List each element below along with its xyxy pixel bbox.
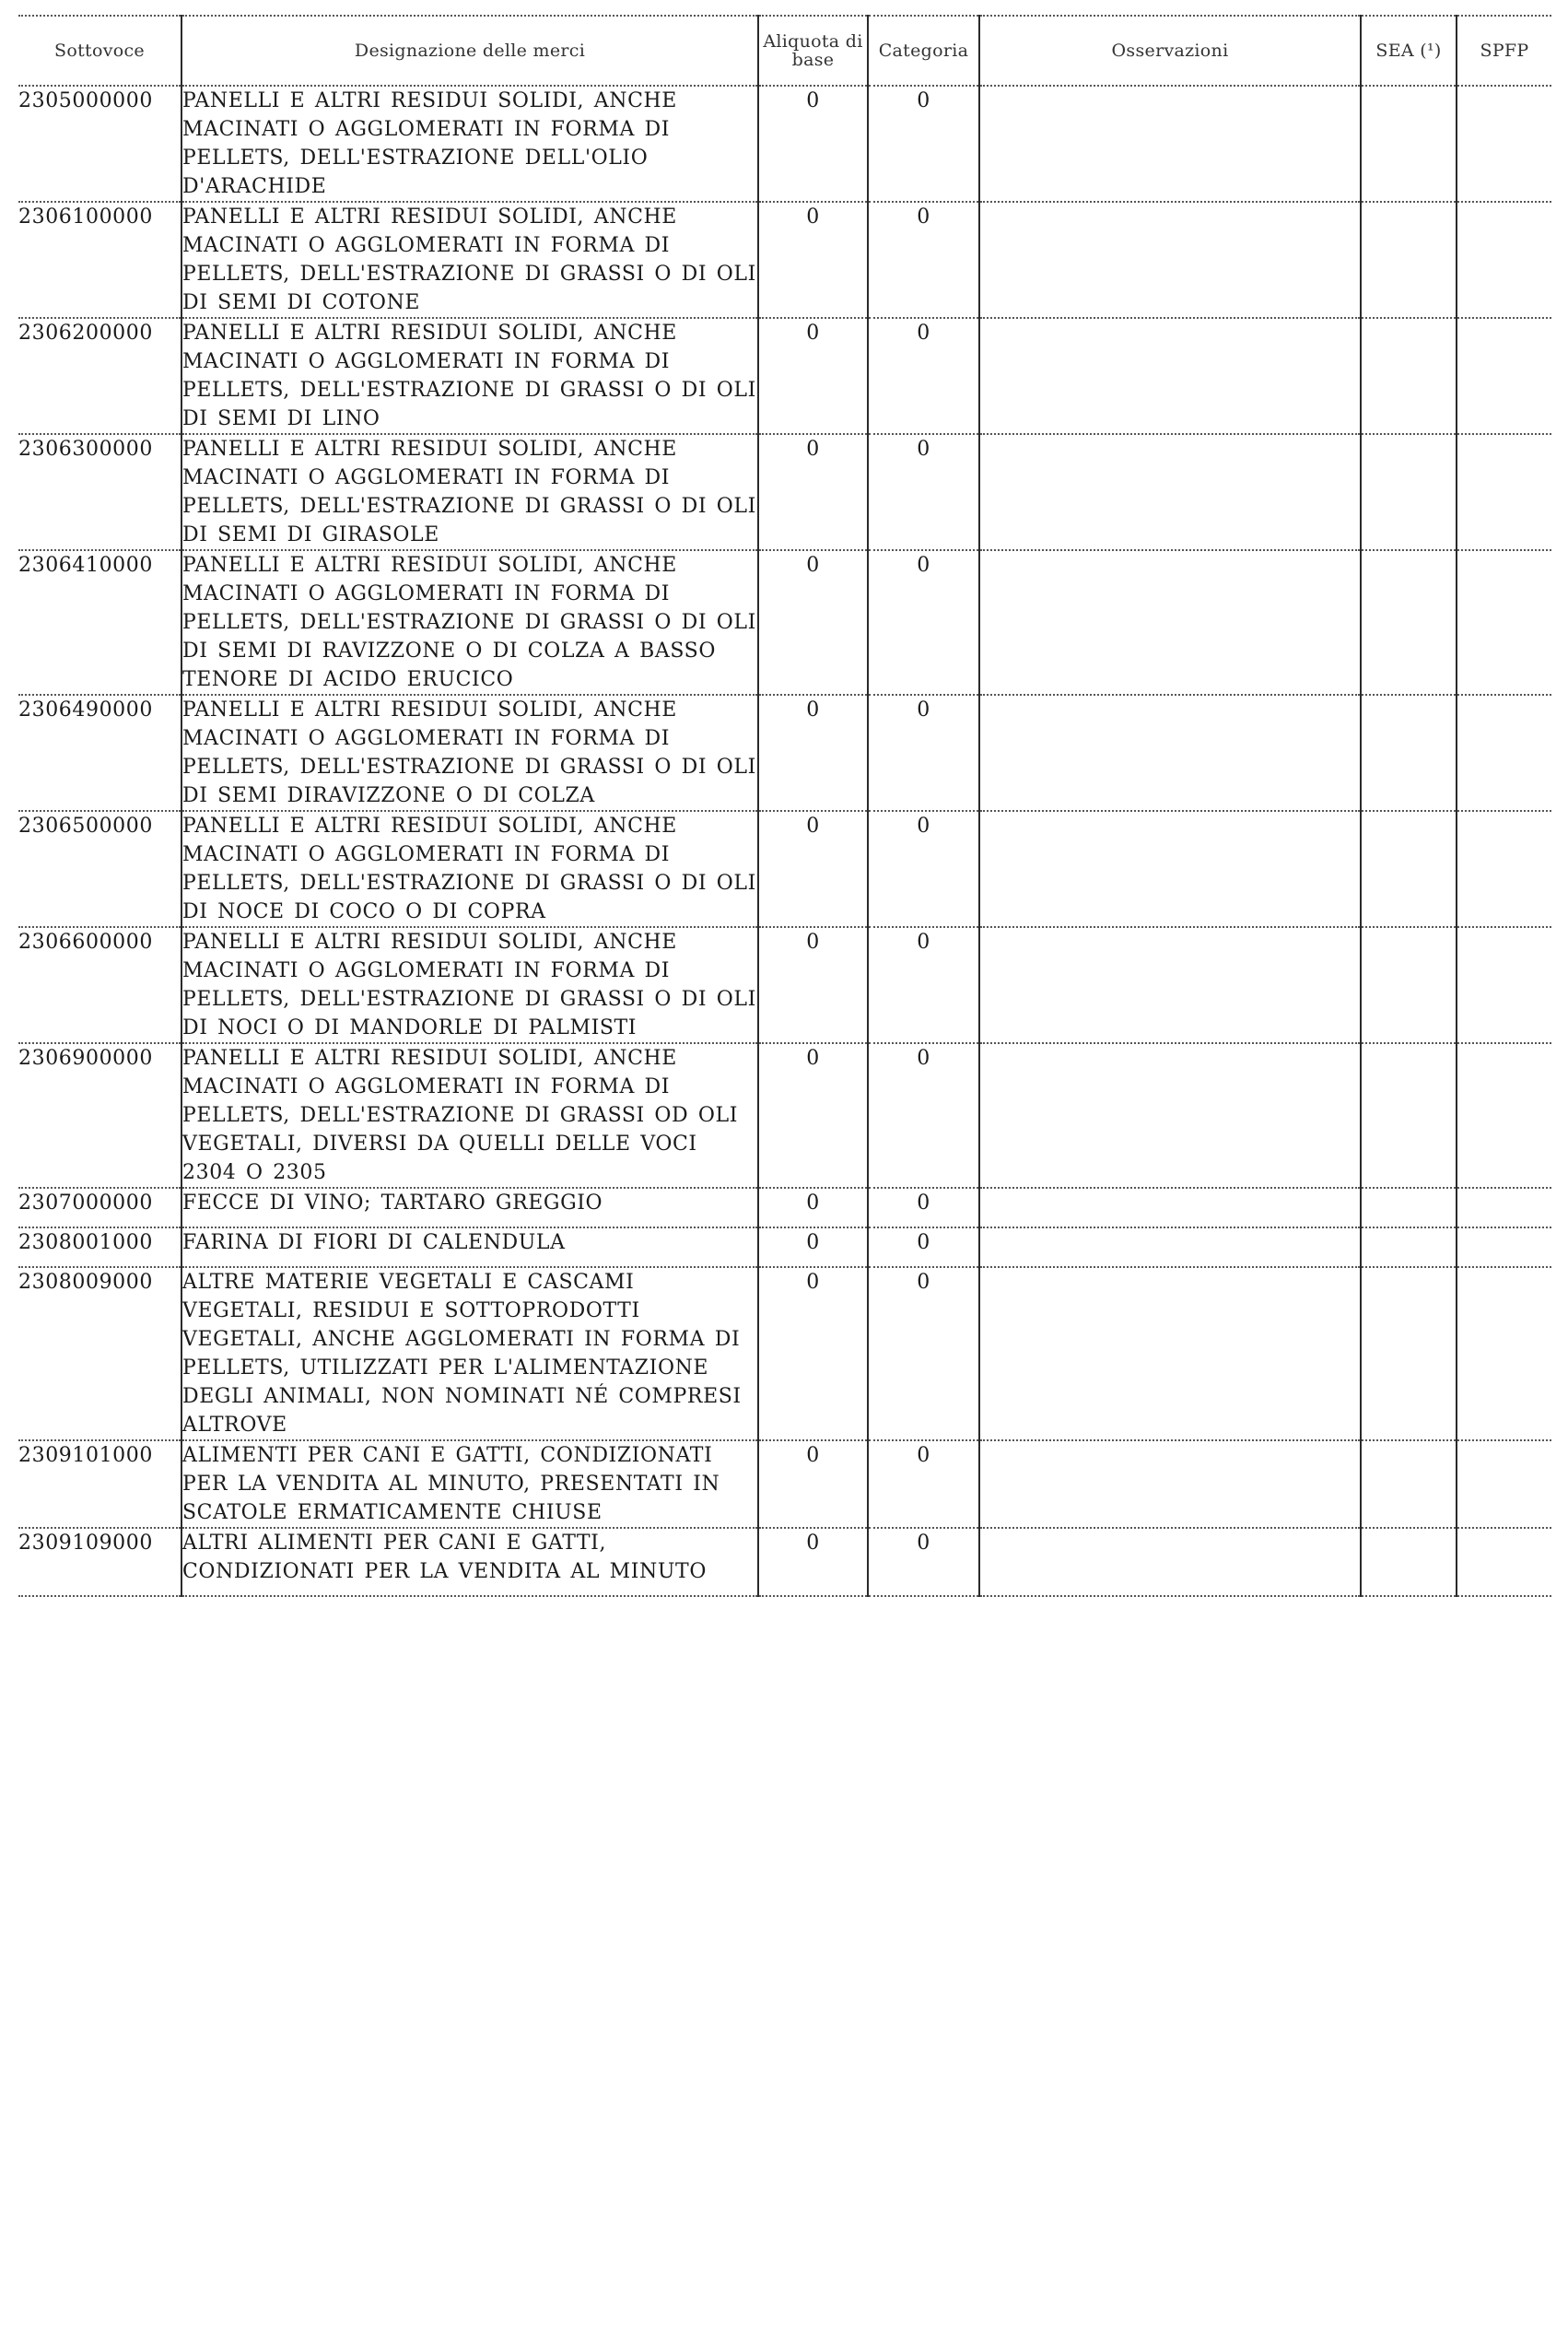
spfp (1457, 811, 1551, 927)
goods-description: PANELLI E ALTRI RESIDUI SOLIDI, ANCHE MACINATI O AGGLOMERATI IN FORMA DI PELLETS, DELL'ESTRAZIONE DELL'OLIO D'ARACHIDE (181, 86, 758, 202)
base-rate: 0 (758, 1188, 868, 1227)
category: 0 (868, 1227, 979, 1267)
sea (1361, 1043, 1457, 1188)
table-row (18, 695, 1551, 811)
goods-description: PANELLI E ALTRI RESIDUI SOLIDI, ANCHE MACINATI O AGGLOMERATI IN FORMA DI PELLETS, DELL'ESTRAZIONE DI GRASSI O DI OLI DI NOCI O DI MANDORLE DI PALMISTI (181, 927, 758, 1043)
observations (979, 811, 1361, 927)
spfp (1457, 86, 1551, 202)
base-rate: 0 (758, 811, 868, 927)
table-row (18, 86, 1551, 202)
spfp (1457, 1267, 1551, 1440)
table-row (18, 318, 1551, 434)
tariff-code: 2306300000 (18, 434, 181, 550)
goods-description: ALTRI ALIMENTI PER CANI E GATTI, CONDIZIONATI PER LA VENDITA AL MINUTO (181, 1528, 758, 1596)
table-row (18, 550, 1551, 695)
base-rate: 0 (758, 1440, 868, 1528)
table-row (18, 434, 1551, 550)
base-rate: 0 (758, 1528, 868, 1596)
table-row (18, 1043, 1551, 1188)
sea (1361, 86, 1457, 202)
column-header-base-rate: Aliquota di base (758, 16, 868, 86)
table-body (18, 86, 1551, 1596)
tariff-code: 2308001000 (18, 1227, 181, 1267)
spfp (1457, 695, 1551, 811)
base-rate: 0 (758, 1267, 868, 1440)
category: 0 (868, 1043, 979, 1188)
category: 0 (868, 1528, 979, 1596)
column-header-spfp: SPFP (1457, 16, 1551, 86)
tariff-code: 2306200000 (18, 318, 181, 434)
observations (979, 1188, 1361, 1227)
base-rate: 0 (758, 1043, 868, 1188)
table-row (18, 1528, 1551, 1596)
spfp (1457, 1227, 1551, 1267)
spfp (1457, 927, 1551, 1043)
table-header (18, 16, 1551, 86)
table-row (18, 811, 1551, 927)
observations (979, 202, 1361, 318)
spfp (1457, 1188, 1551, 1227)
sea (1361, 318, 1457, 434)
observations (979, 1227, 1361, 1267)
goods-description: PANELLI E ALTRI RESIDUI SOLIDI, ANCHE MACINATI O AGGLOMERATI IN FORMA DI PELLETS, DELL'ESTRAZIONE DI GRASSI O DI OLI DI SEMI DIRAVIZZONE O DI COLZA (181, 695, 758, 811)
observations (979, 1043, 1361, 1188)
base-rate: 0 (758, 695, 868, 811)
goods-description: ALTRE MATERIE VEGETALI E CASCAMI VEGETALI, RESIDUI E SOTTOPRODOTTI VEGETALI, ANCHE AGGLOMERATI IN FORMA DI PELLETS, UTILIZZATI PER L'ALIMENTAZIONE DEGLI ANIMALI, NON NOMINATI NÉ COMPRESI ALTROVE (181, 1267, 758, 1440)
spfp (1457, 1528, 1551, 1596)
tariff-code: 2306100000 (18, 202, 181, 318)
category: 0 (868, 1440, 979, 1528)
goods-description: PANELLI E ALTRI RESIDUI SOLIDI, ANCHE MACINATI O AGGLOMERATI IN FORMA DI PELLETS, DELL'ESTRAZIONE DI GRASSI O DI OLI DI SEMI DI GIRASOLE (181, 434, 758, 550)
column-header-code: Sottovoce (18, 16, 181, 86)
goods-description: FARINA DI FIORI DI CALENDULA (181, 1227, 758, 1267)
table-row (18, 202, 1551, 318)
observations (979, 1267, 1361, 1440)
sea (1361, 1267, 1457, 1440)
tariff-code: 2308009000 (18, 1267, 181, 1440)
observations (979, 1528, 1361, 1596)
goods-description: PANELLI E ALTRI RESIDUI SOLIDI, ANCHE MACINATI O AGGLOMERATI IN FORMA DI PELLETS, DELL'ESTRAZIONE DI GRASSI OD OLI VEGETALI, DIVERSI DA QUELLI DELLE VOCI 2304 O 2305 (181, 1043, 758, 1188)
goods-description: PANELLI E ALTRI RESIDUI SOLIDI, ANCHE MACINATI O AGGLOMERATI IN FORMA DI PELLETS, DELL'ESTRAZIONE DI GRASSI O DI OLI DI NOCE DI COCO O DI COPRA (181, 811, 758, 927)
column-header-sea: SEA (¹) (1361, 16, 1457, 86)
sea (1361, 550, 1457, 695)
category: 0 (868, 1188, 979, 1227)
tariff-code: 2309101000 (18, 1440, 181, 1528)
tariff-code: 2305000000 (18, 86, 181, 202)
header-row (18, 16, 1551, 86)
sea (1361, 1227, 1457, 1267)
tariff-code: 2309109000 (18, 1528, 181, 1596)
goods-description: PANELLI E ALTRI RESIDUI SOLIDI, ANCHE MACINATI O AGGLOMERATI IN FORMA DI PELLETS, DELL'ESTRAZIONE DI GRASSI O DI OLI DI SEMI DI COTONE (181, 202, 758, 318)
sea (1361, 434, 1457, 550)
table-row (18, 1227, 1551, 1267)
spfp (1457, 1440, 1551, 1528)
spfp (1457, 550, 1551, 695)
tariff-code: 2307000000 (18, 1188, 181, 1227)
observations (979, 318, 1361, 434)
spfp (1457, 318, 1551, 434)
tariff-table (18, 15, 1551, 1597)
column-header-description: Designazione delle merci (181, 16, 758, 86)
spfp (1457, 434, 1551, 550)
tariff-code: 2306490000 (18, 695, 181, 811)
sea (1361, 927, 1457, 1043)
category: 0 (868, 1267, 979, 1440)
tariff-code: 2306600000 (18, 927, 181, 1043)
base-rate: 0 (758, 202, 868, 318)
spfp (1457, 1043, 1551, 1188)
category: 0 (868, 86, 979, 202)
base-rate: 0 (758, 1227, 868, 1267)
base-rate: 0 (758, 318, 868, 434)
category: 0 (868, 695, 979, 811)
table-row (18, 1267, 1551, 1440)
base-rate: 0 (758, 927, 868, 1043)
base-rate: 0 (758, 434, 868, 550)
tariff-code: 2306410000 (18, 550, 181, 695)
observations (979, 695, 1361, 811)
base-rate: 0 (758, 550, 868, 695)
sea (1361, 1188, 1457, 1227)
sea (1361, 202, 1457, 318)
observations (979, 1440, 1361, 1528)
sea (1361, 811, 1457, 927)
table-row (18, 1440, 1551, 1528)
category: 0 (868, 202, 979, 318)
category: 0 (868, 434, 979, 550)
spfp (1457, 202, 1551, 318)
tariff-code: 2306500000 (18, 811, 181, 927)
column-header-category: Categoria (868, 16, 979, 86)
goods-description: PANELLI E ALTRI RESIDUI SOLIDI, ANCHE MACINATI O AGGLOMERATI IN FORMA DI PELLETS, DELL'ESTRAZIONE DI GRASSI O DI OLI DI SEMI DI RAVIZZONE O DI COLZA A BASSO TENORE DI ACIDO ERUCICO (181, 550, 758, 695)
category: 0 (868, 811, 979, 927)
table-row (18, 1188, 1551, 1227)
table-row (18, 927, 1551, 1043)
category: 0 (868, 550, 979, 695)
goods-description: PANELLI E ALTRI RESIDUI SOLIDI, ANCHE MACINATI O AGGLOMERATI IN FORMA DI PELLETS, DELL'ESTRAZIONE DI GRASSI O DI OLI DI SEMI DI LINO (181, 318, 758, 434)
sea (1361, 1528, 1457, 1596)
observations (979, 550, 1361, 695)
sea (1361, 695, 1457, 811)
column-header-observations: Osservazioni (979, 16, 1361, 86)
category: 0 (868, 927, 979, 1043)
category: 0 (868, 318, 979, 434)
observations (979, 434, 1361, 550)
goods-description: FECCE DI VINO; TARTARO GREGGIO (181, 1188, 758, 1227)
observations (979, 927, 1361, 1043)
observations (979, 86, 1361, 202)
tariff-code: 2306900000 (18, 1043, 181, 1188)
sea (1361, 1440, 1457, 1528)
goods-description: ALIMENTI PER CANI E GATTI, CONDIZIONATI PER LA VENDITA AL MINUTO, PRESENTATI IN SCATOLE ERMATICAMENTE CHIUSE (181, 1440, 758, 1528)
base-rate: 0 (758, 86, 868, 202)
